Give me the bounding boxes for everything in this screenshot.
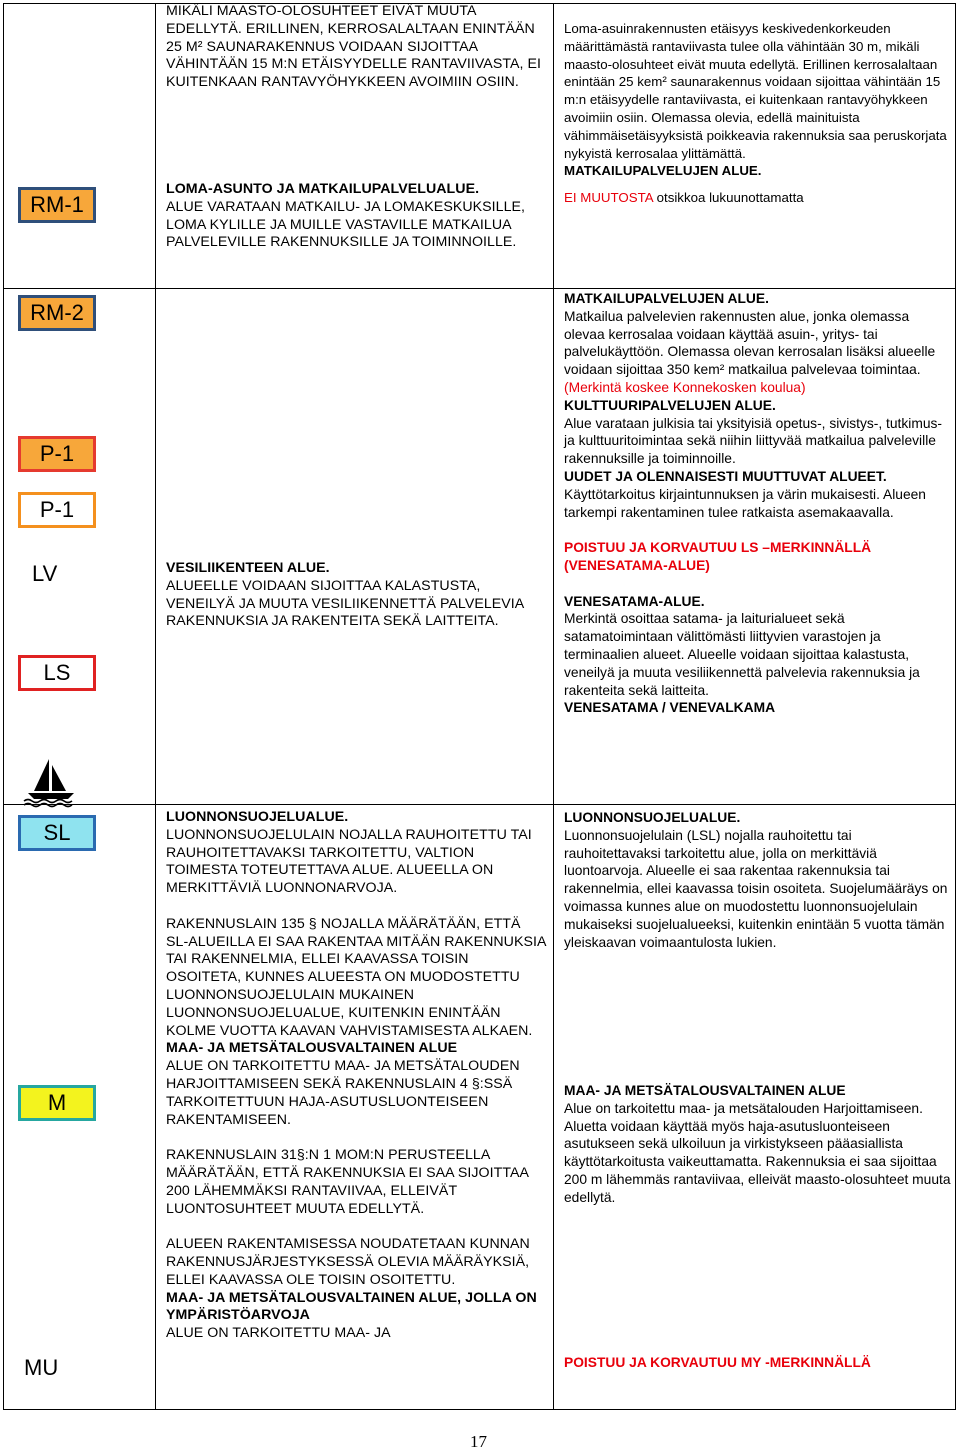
right-ls-description: Merkintä osoittaa satama- ja laiturialueet sekä satamatoimintaan välittömästi liittyvien varastojen ja terminaalien alueet. Alueelle voidaan sijoittaa kalastusta, veneilyä ja muuta vesiliikennettä palvelevia rakennuksia ja rakenteita sekä laitteita. <box>564 611 920 698</box>
rm1-description: ALUE VARATAAN MATKAILU- JA LOMAKESKUKSILLE, LOMA KYLILLE JA MUILLE VASTAVILLE MATKAILUA PALVELEVILLE RAKENNUKSILLE JA TOIMINNOILLE. <box>166 198 526 251</box>
row-divider <box>3 804 956 805</box>
right-rm2-block <box>564 290 952 717</box>
column-divider <box>553 3 554 1410</box>
right-sl-heading: LUONNONSUOJELUALUE. <box>564 810 741 825</box>
mid-top-paragraph: MIKÄLI MAASTO-OLOSUHTEET EIVÄT MUUTA EDELLYTÄ. ERILLINEN, KERROSALALTAAN ENINTÄÄN 25 M² SAUNARAKENNUS VOIDAAN SIJOITTAA VÄHINTÄÄN 15 M:N ETÄISYYDELLE RANTAVIIVASTA, EI KUITENKAAN RANTAVYÖHYKKEEN AVOIMIIN OSIIN. <box>166 3 541 91</box>
sl-heading: LUONNONSUOJELUALUE. <box>166 809 349 825</box>
right-p1-heading: KULTTUURIPALVELUJEN ALUE. <box>564 397 776 413</box>
sl-description: LUONNONSUOJELULAIN NOJALLA RAUHOITETTU TAI RAUHOITETTAVAKSI TARKOITETTU, VALTION TOIMESTA TOTEUTETTAVA ALUE. ALUEELLA ON MERKITTÄVIÄ LUONNONARVOJA. <box>166 826 532 897</box>
column-divider <box>155 3 156 1410</box>
right-rm1-note <box>564 189 952 207</box>
mid-rm1-block <box>166 181 546 252</box>
m-heading: MAA- JA METSÄTALOUSVALTAINEN ALUE <box>166 1040 458 1057</box>
right-m-block <box>564 1082 952 1207</box>
p1-new-symbol: P-1 <box>18 492 96 528</box>
rm2-symbol: RM-2 <box>18 295 96 331</box>
page-number: 17 <box>470 1432 487 1451</box>
rm1-heading: LOMA-ASUNTO JA MATKAILUPALVELUALUE. <box>166 181 480 197</box>
right-rm1-rest: otsikkoa lukuunottamatta <box>652 190 804 206</box>
right-sl-description: Luonnonsuojelulain (LSL) nojalla rauhoitettu tai rauhoitettavaksi tarkoitettu alue, jolla on merkittäviä luontoarvoja. Alueelle ei saa rakentaa rakennuksia tai rakennelmia, ellei kaavassa toisin osoiteta. Suojelumääräys on voimassa kunnes alue on muodostettu luonnonsuojelulain mukaiseksi suojelualueeksi, kuitenkin enintään 5 vuotta tämän yleiskaavan voimaantulosta lukien. <box>564 827 948 950</box>
m-description: ALUE ON TARKOITETTU MAA- JA METSÄTALOUDEN HARJOITTAMISEEN SEKÄ RAKENNUSLAIN 4 §:SSÄ TARKOITETTUUN HAJA-ASUTUSLUONTEISEEN RAKENTAMISEEN. <box>166 1058 520 1128</box>
m-regulation: RAKENNUSLAIN 31§:N 1 MOM:N PERUSTEELLA MÄÄRÄTÄÄN, ETTÄ RAKENNUKSIA EI SAA SIJOITTAA 200 LÄHEMMÄKSI RANTAVIIVAA, ELLEIVÄT LUONTOSUHTEET MUUTA EDELLYTÄ. <box>166 1147 529 1217</box>
rm1-symbol: RM-1 <box>18 187 96 223</box>
right-rm1-heading: MATKAILUPALVELUJEN ALUE. <box>564 163 762 179</box>
mu-code: MU <box>24 1355 59 1380</box>
p1-symbol: P-1 <box>18 436 96 472</box>
lv-heading: VESILIIKENTEEN ALUE. <box>166 560 330 576</box>
right-ls-heading: VENESATAMA-ALUE. <box>564 593 705 609</box>
right-boat-heading: VENESATAMA / VENEVALKAMA <box>564 700 776 716</box>
right-sl-block <box>564 809 952 951</box>
sailboat-harbor-icon <box>22 757 78 809</box>
right-mu-red-note: POISTUU JA KORVAUTUU MY -MERKINNÄLLÄ <box>564 1355 871 1370</box>
lv-description: ALUEELLE VOIDAAN SIJOITTAA KALASTUSTA, VENEILYÄ JA MUUTA VESILIIKENNETTÄ PALVELEVIA RAKENNUKSIA JA RAKENTEITA SEKÄ LAITTEITA. <box>166 577 524 630</box>
right-top-block <box>564 20 952 207</box>
m-building-rules: ALUEEN RAKENTAMISESSA NOUDATETAAN KUNNAN RAKENNUSJÄRJESTYKSESSÄ OLEVIA MÄÄRÄYKSIÄ, ELLEI KAAVASSA OLE TOISIN OSOITETTU. <box>166 1236 530 1288</box>
mid-lv-block <box>166 560 546 631</box>
table-bottom-border <box>3 1409 956 1410</box>
m-symbol: M <box>18 1085 96 1121</box>
row-divider <box>3 288 956 289</box>
right-m-description: Alue on tarkoitettu maa- ja metsätalouden Harjoittamiseen. Aluetta voidaan käyttää myös haja-asutusluonteiseen asutukseen sekä ulkoiluun ja virkistykseen pääasiallista käyttötarkoitusta vaikeuttamatta. Rakennuksia ei saa sijoittaa 200 m lähemmäs rantaviivaa, elleivät maasto-olosuhteet muuta edellytä. <box>564 1100 951 1205</box>
mid-top-text <box>166 3 546 92</box>
right-rm2-description <box>564 308 952 397</box>
table-left-border <box>3 3 4 1410</box>
sl-symbol: SL <box>18 815 96 851</box>
right-rm2-red-note: (Merkintä koskee Konnekosken koulua) <box>564 379 806 395</box>
lv-code: LV <box>32 561 58 586</box>
right-top-paragraph: Loma-asuinrakennusten etäisyys keskivedenkorkeuden määrittämästä rantaviivasta tulee olla vähintään 30 m, mikäli maasto-olosuhteet eivät muuta edellytä. Erillinen kerrosalaltaan enintään 25 kem² saunarakennus voidaan sijoittaa vähintään 15 m:n etäisyydelle rantaviivasta, ei kuitenkaan rantavyöhykkeen avoimiin osiin. Olemassa olevia, edellä mainituista vähimmäisetäisyyksistä poikkeavia rakennuksia saa peruskorjata nykyistä kerrosalaa ylittämättä. <box>564 21 947 161</box>
right-m-heading: MAA- JA METSÄTALOUSVALTAINEN ALUE <box>564 1083 846 1098</box>
ls-symbol: LS <box>18 655 96 691</box>
table-right-border <box>955 3 956 1410</box>
right-rm1-red: EI MUUTOSTA <box>564 190 653 206</box>
right-p1-description: Alue varataan julkisia tai yksityisiä opetus-, sivistys-, tutkimus- ja kulttuuritoimintaa sekä niihin liittyvää matkailua palveleville rakennuksille ja toiminnoille. <box>564 415 943 467</box>
mid-sl-block <box>166 809 546 1343</box>
right-p1b-description: Käyttötarkoitus kirjaintunnuksen ja värin mukaisesti. Alueen tarkempi rakentaminen tulee ratkaista asemakaavalla. <box>564 486 926 520</box>
right-p1b-heading: UUDET JA OLENNAISESTI MUUTTUVAT ALUEET. <box>564 468 887 484</box>
right-rm2-body: Matkailua palvelevien rakennusten alue, jonka olemassa olevaa kerrosalaa voidaan käyttää asuin-, yritys- tai palvelukäyttöön. Olemassa olevan kerrosalan lisäksi alueelle voidaan sijoittaa 350 kem² matkailua palvelevaa toimintaa. <box>564 308 936 378</box>
right-rm2-heading: MATKAILUPALVELUJEN ALUE. <box>564 291 769 306</box>
sl-regulation: RAKENNUSLAIN 135 § NOJALLA MÄÄRÄTÄÄN, ETTÄ SL-ALUEILLA EI SAA RAKENTAA MITÄÄN RAKENNUKSIA TAI RAKENNELMIA, ELLEI KAAVASSA TOISIN OSOITETA, KUNNES ALUEESTA ON MUODOSTETTU LUONNONSUOJELULAIN MUKAINEN LUONNONSUOJELUALUE, KUITENKIN ENINTÄÄN KOLME VUOTTA KAAVAN VAHVISTAMISESTA ALKAEN. <box>166 915 546 1039</box>
mu-heading: MAA- JA METSÄTALOUSVALTAINEN ALUE, JOLLA ON YMPÄRISTÖARVOJA <box>166 1289 537 1324</box>
mu-description: ALUE ON TARKOITETTU MAA- JA <box>166 1325 391 1342</box>
right-lv-red-note: POISTUU JA KORVAUTUU LS –MERKINNÄLLÄ (VENESATAMA-ALUE) <box>564 540 872 573</box>
right-mu-block <box>564 1354 952 1372</box>
